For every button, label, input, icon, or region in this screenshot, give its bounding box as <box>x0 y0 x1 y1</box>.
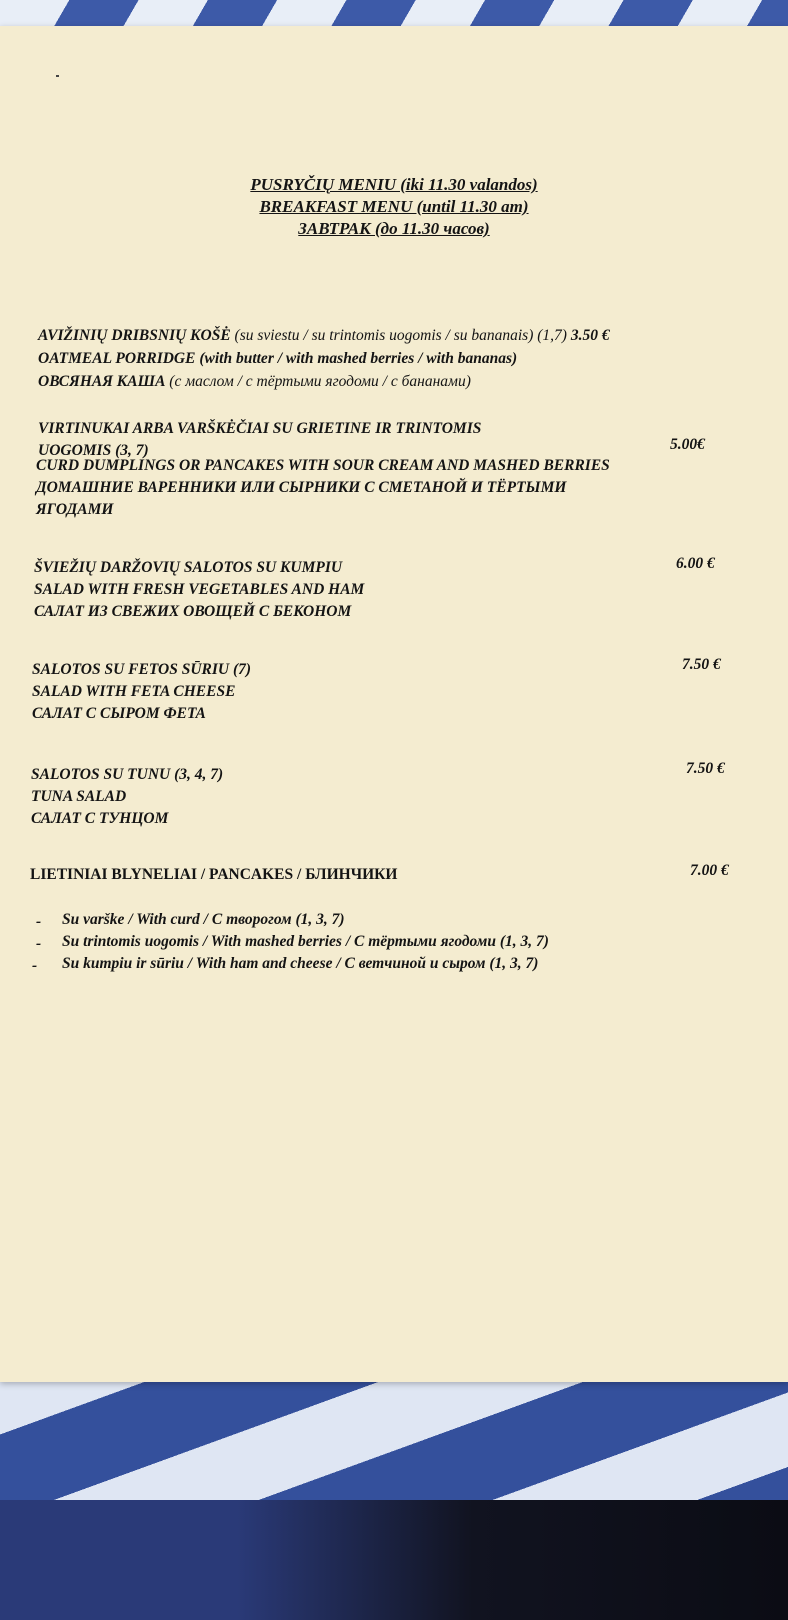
menu-title-lt: PUSRYČIŲ MENIU (iki 11.30 valandos) <box>250 175 538 194</box>
pancake-option-curd-label: Su varške / With curd / С творогом (1, 3, 7) <box>62 911 345 928</box>
item-pancakes-price: 7.00 € <box>690 862 729 879</box>
item-oatmeal-lt-note: (su sviestu / su trintomis uogomis / su bananais) (1,7) <box>234 327 567 344</box>
item-feta-salad-price: 7.50 € <box>682 656 721 673</box>
item-dumplings-ru-line1: ДОМАШНИЕ ВАРЕННИКИ ИЛИ СЫРНИКИ С СМЕТАНОЙ И ТЁРТЫМИ <box>36 479 567 496</box>
item-oatmeal-ru-note: (с маслом / с тёртыми ягодоми / с бананами) <box>169 373 471 390</box>
item-feta-salad-en: SALAD WITH FETA CHEESE <box>32 683 236 700</box>
menu-title-en: BREAKFAST MENU (until 11.30 am) <box>259 197 529 216</box>
item-dumplings-ru-line2: ЯГОДАМИ <box>36 501 114 518</box>
item-feta-salad-lt: SALOTOS SU FETOS SŪRIU (7) <box>32 661 252 678</box>
paper-speck <box>56 75 59 77</box>
item-dumplings-en: CURD DUMPLINGS OR PANCAKES WITH SOUR CREAM AND MASHED BERRIES <box>36 457 610 474</box>
item-oatmeal-ru <box>38 373 471 391</box>
item-oatmeal-lt-name: AVIŽINIŲ DRIBSNIŲ KOŠĖ <box>38 327 231 344</box>
pancake-option-berries-label: Su trintomis uogomis / With mashed berries / С тёртыми ягодоми (1, 3, 7) <box>62 933 549 950</box>
item-tuna-salad-lt: SALOTOS SU TUNU (3, 4, 7) <box>31 766 224 783</box>
pancake-option-curd <box>36 913 41 931</box>
item-oatmeal-en <box>38 350 517 368</box>
item-oatmeal-en-name: OATMEAL PORRIDGE <box>38 350 196 367</box>
pancake-option-ham-cheese-label: Su kumpiu ir sūriu / With ham and cheese / С ветчиной и сыром (1, 3, 7) <box>62 955 539 972</box>
bullet-dash: - <box>32 957 38 974</box>
pancake-option-berries <box>36 935 41 953</box>
menu-title-ru: ЗАВТРАК (до 11.30 часов) <box>298 219 490 238</box>
bullet-dash: - <box>36 913 42 930</box>
item-tuna-salad-price: 7.50 € <box>686 760 725 777</box>
item-veg-salad-price: 6.00 € <box>676 555 715 572</box>
item-oatmeal-en-note: (with butter / with mashed berries / with bananas) <box>199 350 518 367</box>
item-tuna-salad-en: TUNA SALAD <box>31 788 127 805</box>
item-oatmeal-ru-name: ОВСЯНАЯ КАША <box>38 373 166 390</box>
pancake-option-ham-cheese <box>32 957 37 975</box>
item-dumplings-lt-line1: VIRTINUKAI ARBA VARŠKĖČIAI SU GRIETINE IR TRINTOMIS <box>38 420 482 437</box>
item-feta-salad-ru: САЛАТ С СЫРОМ ФЕТА <box>32 705 206 722</box>
item-pancakes-title: LIETINIAI BLYNELIAI / PANCAKES / БЛИНЧИКИ <box>30 866 398 883</box>
item-dumplings-lt-line2: UOGOMIS (3, 7) <box>38 442 149 459</box>
table-surface <box>0 1500 788 1620</box>
bullet-dash: - <box>36 935 42 952</box>
item-oatmeal-price: 3.50 € <box>570 327 610 344</box>
item-veg-salad-ru: САЛАТ ИЗ СВЕЖИХ ОВОЩЕЙ С БЕКОНОМ <box>34 603 352 620</box>
item-veg-salad-en: SALAD WITH FRESH VEGETABLES AND HAM <box>34 581 365 598</box>
item-dumplings-price: 5.00€ <box>670 436 705 453</box>
item-veg-salad-lt: ŠVIEŽIŲ DARŽOVIŲ SALOTOS SU KUMPIU <box>34 559 343 576</box>
item-tuna-salad-ru: САЛАТ С ТУНЦОМ <box>31 810 169 827</box>
item-oatmeal-lt <box>38 327 610 345</box>
